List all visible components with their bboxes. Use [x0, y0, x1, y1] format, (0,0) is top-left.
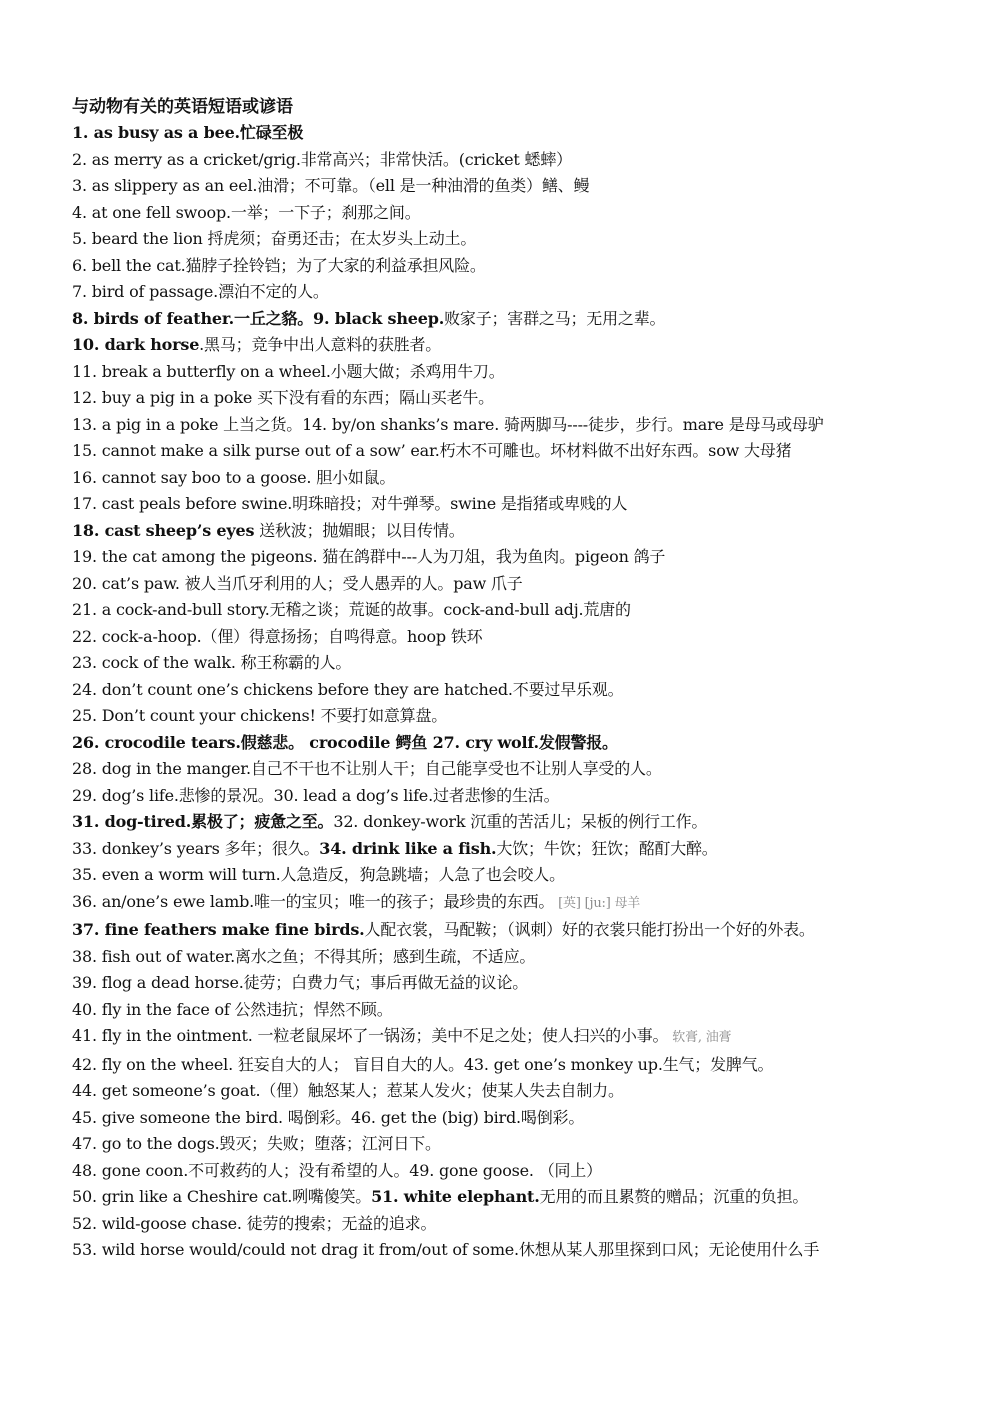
phrase-line: [72, 1131, 932, 1158]
phrase-line: [72, 1078, 932, 1105]
phrase-bold-text: 26. crocodile tears.假慈悲。 crocodile 鳄鱼 27. cry wolf.发假警报。: [72, 732, 618, 752]
phrase-text: 40. fly in the face of 公然违抗；悍然不顾。: [72, 999, 393, 1019]
annotation-note: [英] [ju:] 母羊: [554, 895, 641, 911]
phrase-bold-text: 37. fine feathers make fine birds.: [72, 920, 365, 939]
phrase-line: [72, 650, 932, 677]
phrase-text: 17. cast peals before swine.明珠暗投；对牛弹琴。swine 是指猪或卑贱的人: [72, 494, 628, 513]
phrase-text: 12. buy a pig in a poke 买下没有看的东西；隔山买老牛。: [72, 388, 494, 407]
phrase-line: [72, 544, 932, 571]
phrase-text: 52. wild-goose chase. 徒劳的搜索；无益的追求。: [72, 1213, 437, 1233]
phrase-line: [72, 306, 932, 333]
phrase-line: [72, 862, 932, 889]
phrase-text: 36. an/one’s ewe lamb.唯一的宝贝；唯一的孩子；最珍贵的东西。: [72, 891, 555, 911]
phrase-line: [72, 226, 932, 253]
phrase-line: [72, 491, 932, 518]
phrase-line: [72, 997, 932, 1024]
phrase-bold-text: 8. birds of feather.一丘之貉。9. black sheep.: [72, 308, 445, 328]
phrase-text: 5. beard the lion 捋虎须；奋勇还击；在太岁头上动土。: [72, 229, 477, 248]
phrase-text: 42. fly on the wheel. 狂妄自大的人； 盲目自大的人。43. get one’s monkey up.生气；发脾气。: [72, 1054, 774, 1074]
phrase-line: [72, 1184, 932, 1211]
phrase-text: .黑马；竞争中出人意料的获胜者。: [199, 335, 442, 354]
phrase-text: 13. a pig in a poke 上当之货。14. by/on shanks’s mare. 骑两脚马----徒步，步行。mare 是母马或母驴: [72, 414, 824, 434]
phrase-text: 44. get someone’s goat.（俚）触怒某人；惹某人发火；使某人失去自制力。: [72, 1081, 624, 1100]
phrase-text: 16. cannot say boo to a goose. 胆小如鼠。: [72, 467, 396, 487]
phrase-text: 41. fly in the ointment. 一粒老鼠屎坏了一锅汤；美中不足之处；使人扫兴的小事。: [72, 1026, 669, 1045]
phrase-line: [72, 677, 932, 704]
phrase-line: [72, 253, 932, 280]
phrase-line: [72, 1158, 932, 1185]
phrase-text: 32. donkey-work 沉重的苦活儿；呆板的例行工作。: [333, 812, 708, 831]
phrase-line: [72, 1052, 932, 1079]
phrase-line: [72, 147, 932, 174]
phrase-list: [72, 120, 932, 1264]
phrase-text: 无用的而且累赘的赠品；沉重的负担。: [539, 1187, 809, 1206]
phrase-line: [72, 173, 932, 200]
phrase-bold-text: 1. as busy as a bee.忙碌至极: [72, 123, 304, 142]
phrase-text: 48. gone coon.不可救药的人；没有希望的人。49. gone goose. （同上）: [72, 1160, 602, 1180]
phrase-line: [72, 279, 932, 306]
phrase-text: 败家子；害群之马；无用之辈。: [444, 308, 666, 328]
phrase-line: [72, 809, 932, 836]
phrase-text: 50. grin like a Cheshire cat.咧嘴傻笑。: [72, 1187, 372, 1206]
phrase-line: [72, 970, 932, 997]
phrase-line: [72, 756, 932, 783]
phrase-text: 25. Don’t count your chickens! 不要打如意算盘。: [72, 706, 448, 725]
phrase-text: 11. break a butterfly on a wheel.小题大做；杀鸡用牛刀。: [72, 361, 505, 381]
phrase-line: [72, 1211, 932, 1238]
phrase-line: [72, 120, 932, 147]
phrase-line: [72, 465, 932, 492]
phrase-line: [72, 412, 932, 439]
phrase-line: [72, 836, 932, 863]
phrase-text: 35. even a worm will turn.人急造反，狗急跳墙；人急了也会咬人。: [72, 865, 565, 884]
phrase-text: 45. give someone the bird. 喝倒彩。46. get the (big) bird.喝倒彩。: [72, 1107, 585, 1127]
phrase-text: 23. cock of the walk. 称王称霸的人。: [72, 653, 352, 672]
phrase-bold-text: 10. dark horse: [72, 335, 200, 354]
phrase-line: [72, 518, 932, 545]
phrase-text: 6. bell the cat.猫脖子拴铃铛；为了大家的利益承担风险。: [72, 255, 486, 275]
phrase-text: 38. fish out of water.离水之鱼；不得其所；感到生疏，不适应。: [72, 946, 536, 966]
phrase-bold-text: 51. white elephant.: [371, 1187, 540, 1206]
phrase-line: [72, 730, 932, 757]
page-title: 与动物有关的英语短语或谚语: [72, 97, 293, 117]
phrase-text: 送秋波；抛媚眼；以目传情。: [254, 520, 465, 540]
phrase-text: 33. donkey’s years 多年；很久。: [72, 838, 320, 858]
phrase-text: 29. dog’s life.悲惨的景况。30. lead a dog’s life.过者悲惨的生活。: [72, 785, 560, 805]
phrase-text: 3. as slippery as an eel.油滑；不可靠。（ell 是一种油滑的鱼类）鳝、鳗: [72, 176, 590, 195]
phrase-text: 20. cat’s paw. 被人当爪牙利用的人；受人愚弄的人。paw 爪子: [72, 573, 523, 593]
phrase-bold-text: 34. drink like a fish.: [319, 838, 497, 858]
phrase-text: 19. the cat among the pigeons. 猫在鸽群中---人为刀俎，我为鱼肉。pigeon 鸽子: [72, 547, 666, 566]
phrase-text: 21. a cock-and-bull story.无稽之谈；荒诞的故事。cock-and-bull adj.荒唐的: [72, 600, 631, 619]
phrase-text: 15. cannot make a silk purse out of a sow’ ear.朽木不可雕也。坏材料做不出好东西。sow 大母猪: [72, 441, 792, 460]
phrase-text: 39. flog a dead horse.徒劳；白费力气；事后再做无益的议论。: [72, 973, 529, 992]
phrase-line: [72, 1105, 932, 1132]
phrase-text: 22. cock-a-hoop.（俚）得意扬扬；自鸣得意。hoop 铁环: [72, 626, 483, 646]
phrase-bold-text: 18. cast sheep’s eyes: [72, 520, 255, 540]
phrase-line: [72, 359, 932, 386]
phrase-line: [72, 703, 932, 730]
phrase-line: [72, 332, 932, 359]
phrase-bold-text: 31. dog-tired.累极了；疲惫之至。: [72, 812, 334, 831]
phrase-line: [72, 597, 932, 624]
phrase-text: 4. at one fell swoop.一举；一下子；刹那之间。: [72, 202, 421, 222]
phrase-text: 7. bird of passage.漂泊不定的人。: [72, 282, 329, 301]
phrase-line: [72, 889, 932, 918]
phrase-text: 人配衣裳，马配鞍；（讽刺）好的衣裳只能打扮出一个好的外表。: [364, 920, 815, 939]
phrase-line: [72, 1023, 932, 1052]
phrase-text: 2. as merry as a cricket/grig.非常高兴；非常快活。(cricket 蟋蟀）: [72, 149, 572, 169]
phrase-line: [72, 385, 932, 412]
phrase-line: [72, 438, 932, 465]
phrase-line: [72, 783, 932, 810]
phrase-text: 47. go to the dogs.毁灭；失败；堕落；江河日下。: [72, 1134, 441, 1153]
phrase-text: 24. don’t count one’s chickens before they are hatched.不要过早乐观。: [72, 679, 624, 699]
phrase-text: 大饮；牛饮；狂饮；酩酊大醉。: [496, 838, 718, 858]
phrase-line: [72, 1237, 932, 1264]
annotation-note: 软膏, 油膏: [668, 1030, 732, 1045]
phrase-line: [72, 624, 932, 651]
phrase-line: [72, 944, 932, 971]
phrase-line: [72, 200, 932, 227]
phrase-line: [72, 571, 932, 598]
phrase-text: 53. wild horse would/could not drag it from/out of some.休想从某人那里探到口风；无论使用什么手: [72, 1240, 820, 1259]
phrase-line: [72, 917, 932, 944]
phrase-text: 28. dog in the manger.自己不干也不让别人干；自己能享受也不让别人享受的人。: [72, 759, 662, 778]
